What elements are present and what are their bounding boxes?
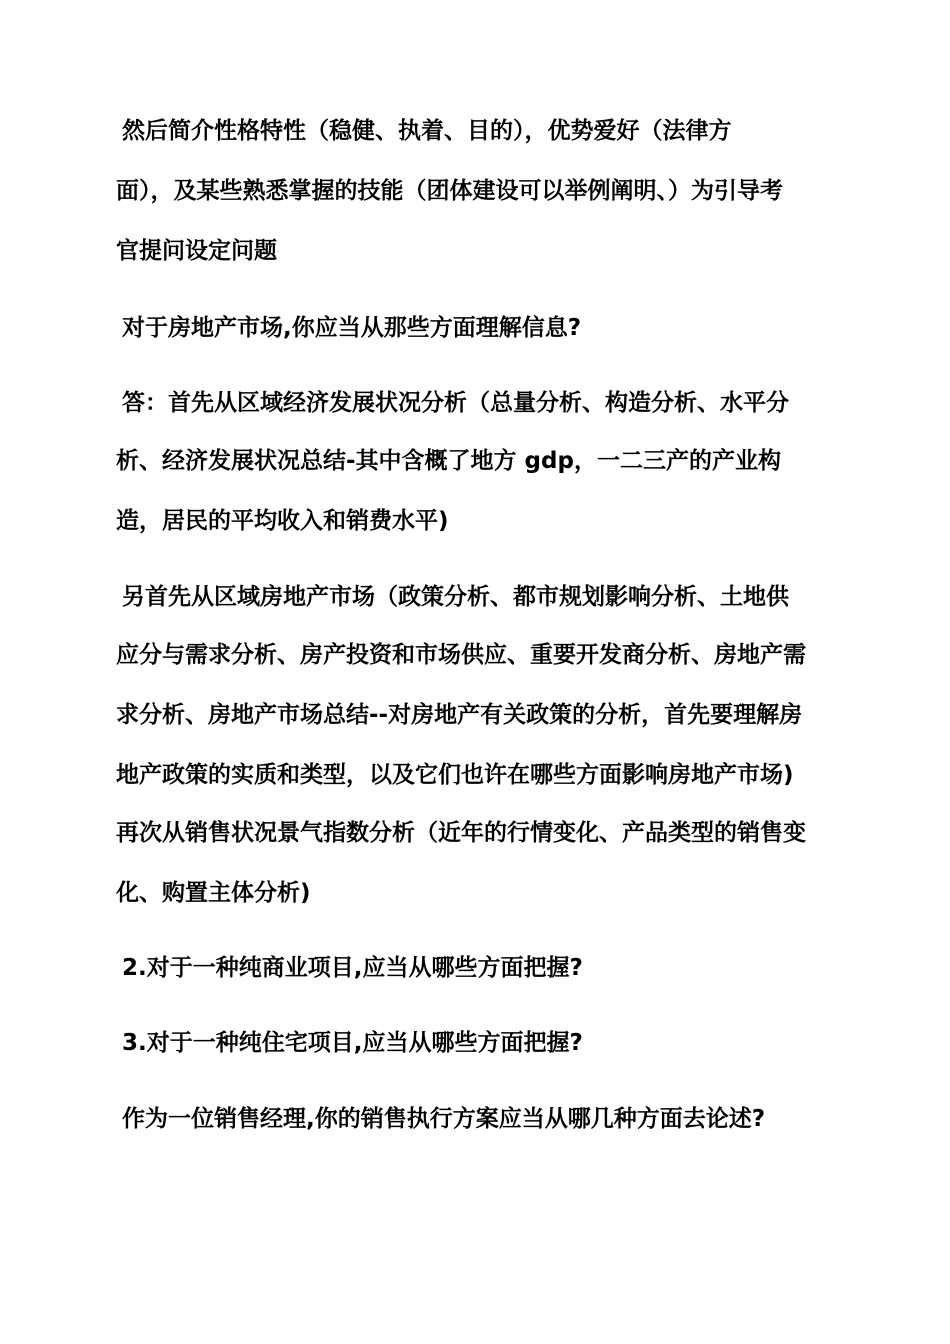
question-line: 3.对于一种纯住宅项目,应当从哪些方面把握?	[122, 1030, 583, 1056]
paragraph-line: 地产政策的实质和类型，以及它们也许在哪些方面影响房地产市场)	[116, 762, 794, 788]
question-line: 对于房地产市场,你应当从那些方面理解信息?	[122, 315, 582, 341]
answer-line: 析、经济发展状况总结-其中含概了地方 gdp，一二三产的产业构	[116, 448, 781, 474]
paragraph-line: 应分与需求分析、房产投资和市场供应、重要开发商分析、房地产需	[116, 642, 806, 668]
paragraph-line: 面），及某些熟悉掌握的技能（团体建设可以举例阐明、）为引导考	[116, 178, 783, 204]
question-line: 2.对于一种纯商业项目,应当从哪些方面把握?	[122, 955, 583, 981]
question-line: 作为一位销售经理,你的销售执行方案应当从哪几种方面去论述?	[122, 1106, 766, 1132]
paragraph-line: 化、购置主体分析)	[116, 880, 311, 906]
answer-line: 造，居民的平均收入和销费水平)	[116, 508, 449, 534]
paragraph-line: 官提问设定问题	[116, 238, 277, 264]
paragraph-line: 求分析、房地产市场总结--对房地产有关政策的分析，首先要理解房	[116, 702, 803, 728]
answer-line: 答：首先从区域经济发展状况分析（总量分析、构造分析、水平分	[122, 390, 789, 416]
paragraph-line: 然后简介性格特性（稳健、执着、目的），优势爱好（法律方	[122, 118, 732, 144]
paragraph-line: 另首先从区域房地产市场（政策分析、都市规划影响分析、土地供	[122, 584, 789, 610]
paragraph-line: 再次从销售状况景气指数分析（近年的行情变化、产品类型的销售变	[116, 820, 806, 846]
